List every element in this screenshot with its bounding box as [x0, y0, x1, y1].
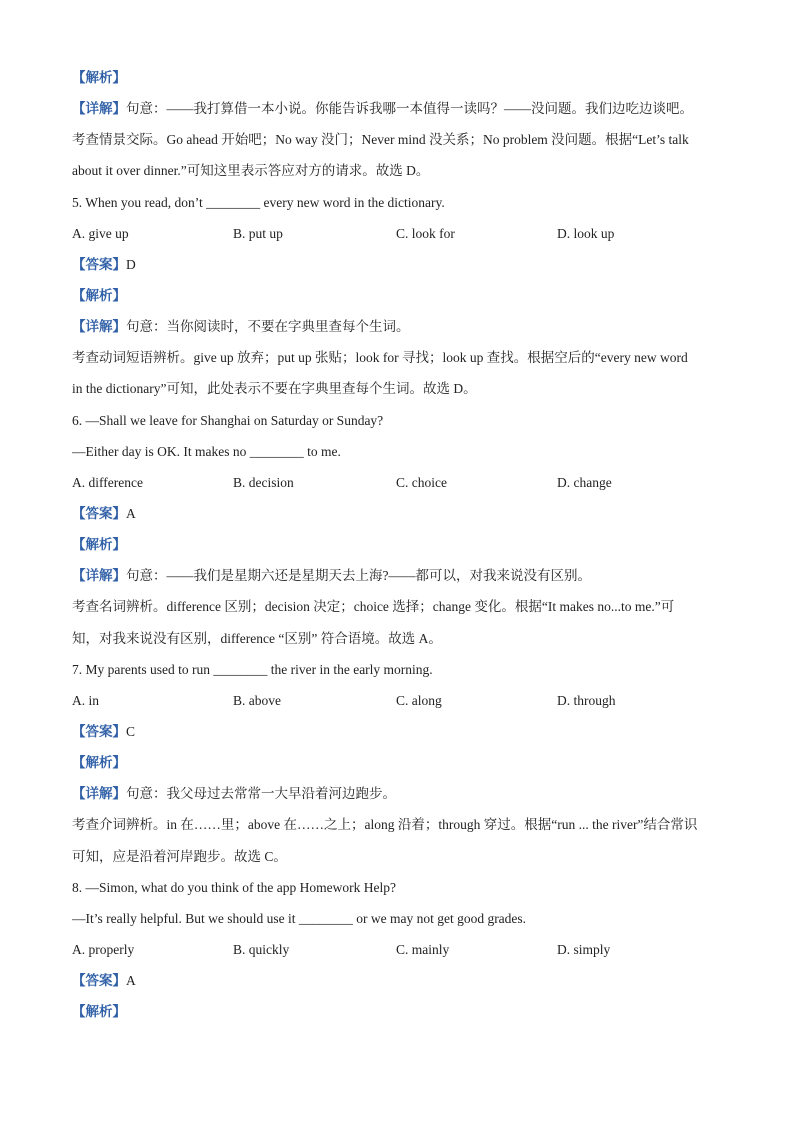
option-d: D. simply	[557, 941, 611, 957]
detail-line	[72, 560, 732, 591]
option-d: D. through	[557, 692, 616, 708]
option-c: C. look for	[396, 225, 455, 241]
analysis-heading	[72, 747, 732, 778]
option-c: C. along	[396, 692, 442, 708]
answer-line	[72, 498, 732, 529]
option-d: D. change	[557, 474, 612, 490]
answer-line	[72, 965, 732, 996]
options-row	[72, 685, 732, 716]
option-a: A. properly	[72, 941, 135, 957]
option-d: D. look up	[557, 225, 615, 241]
answer-tag: 【答案】	[72, 723, 126, 739]
detail-line: about it over dinner.”可知这里表示答应对方的请求。故选 D。	[72, 163, 430, 179]
answer-line-text: A	[126, 505, 136, 521]
detail-line-text: 句意：——我们是星期六还是星期天去上海?——都可以，对我来说没有区别。	[126, 568, 591, 584]
option-c: C. choice	[396, 474, 447, 490]
analysis-tag: 【解析】	[72, 287, 126, 303]
option-a: A. difference	[72, 474, 143, 490]
answer-line	[72, 249, 732, 280]
answer-line	[72, 716, 732, 747]
analysis-tag: 【解析】	[72, 1004, 126, 1020]
options-row	[72, 934, 732, 965]
analysis-heading	[72, 62, 732, 93]
analysis-heading	[72, 996, 732, 1027]
detail-line	[72, 93, 732, 124]
answer-line-text: C	[126, 723, 136, 739]
answer-line-text: D	[126, 256, 136, 272]
option-c: C. mainly	[396, 941, 450, 957]
answer-tag: 【答案】	[72, 256, 126, 272]
analysis-tag: 【解析】	[72, 537, 126, 553]
detail-line-text: 句意：我父母过去常常一大早沿着河边跑步。	[126, 786, 396, 802]
detail-tag: 【详解】	[72, 568, 126, 584]
analysis-heading	[72, 280, 732, 311]
option-b: B. above	[233, 692, 281, 708]
answer-tag: 【答案】	[72, 973, 126, 989]
detail-line-text: 句意：——我打算借一本小说。你能告诉我哪一本值得一读吗？——没问题。我们边吃边谈吧。	[126, 101, 693, 117]
detail-line: 考查情景交际。Go ahead 开始吧；No way 没门；Never mind 没关系；No problem 没问题。根据“Let’s talk	[72, 132, 689, 148]
question-stem: 5. When you read, don’t ________ every new word in the dictionary.	[72, 194, 445, 210]
detail-line: 考查介词辨析。in 在……里；above 在……之上；along 沿着；through 穿过。根据“run ... the river”结合常识	[72, 817, 698, 833]
option-a: A. give up	[72, 225, 129, 241]
detail-tag: 【详解】	[72, 786, 126, 802]
detail-line-text: 句意：当你阅读时，不要在字典里查每个生词。	[126, 319, 410, 335]
question-stem: 7. My parents used to run ________ the river in the early morning.	[72, 661, 433, 677]
detail-line	[72, 311, 732, 342]
option-b: B. decision	[233, 474, 294, 490]
analysis-tag: 【解析】	[72, 70, 126, 85]
options-row	[72, 467, 732, 498]
analysis-tag: 【解析】	[72, 755, 126, 771]
detail-line	[72, 778, 732, 809]
detail-line: 知，对我来说没有区别，difference “区别” 符合语境。故选 A。	[72, 630, 442, 646]
detail-line: in the dictionary”可知，此处表示不要在字典里查每个生词。故选 D。	[72, 381, 477, 397]
detail-line: 考查名词辨析。difference 区别；decision 决定；choice 选择；change 变化。根据“It makes no...to me.”可	[72, 599, 675, 615]
answer-tag: 【答案】	[72, 505, 126, 521]
answer-line-text: A	[126, 973, 136, 989]
option-a: A. in	[72, 692, 99, 708]
document-page	[72, 62, 732, 1027]
option-b: B. put up	[233, 225, 283, 241]
question-stem: 8. —Simon, what do you think of the app Homework Help?	[72, 879, 396, 895]
option-b: B. quickly	[233, 941, 290, 957]
detail-tag: 【详解】	[72, 101, 126, 117]
analysis-heading	[72, 529, 732, 560]
detail-line: 可知，应是沿着河岸跑步。故选 C。	[72, 848, 287, 864]
detail-line: 考查动词短语辨析。give up 放弃；put up 张贴；look for 寻找；look up 查找。根据空后的“every new word	[72, 350, 688, 366]
detail-tag: 【详解】	[72, 319, 126, 335]
options-row	[72, 218, 732, 249]
question-stem: 6. —Shall we leave for Shanghai on Saturday or Sunday?	[72, 412, 384, 428]
question-line: —Either day is OK. It makes no ________ to me.	[72, 443, 341, 459]
question-line: —It’s really helpful. But we should use it ________ or we may not get good grades.	[72, 910, 527, 926]
